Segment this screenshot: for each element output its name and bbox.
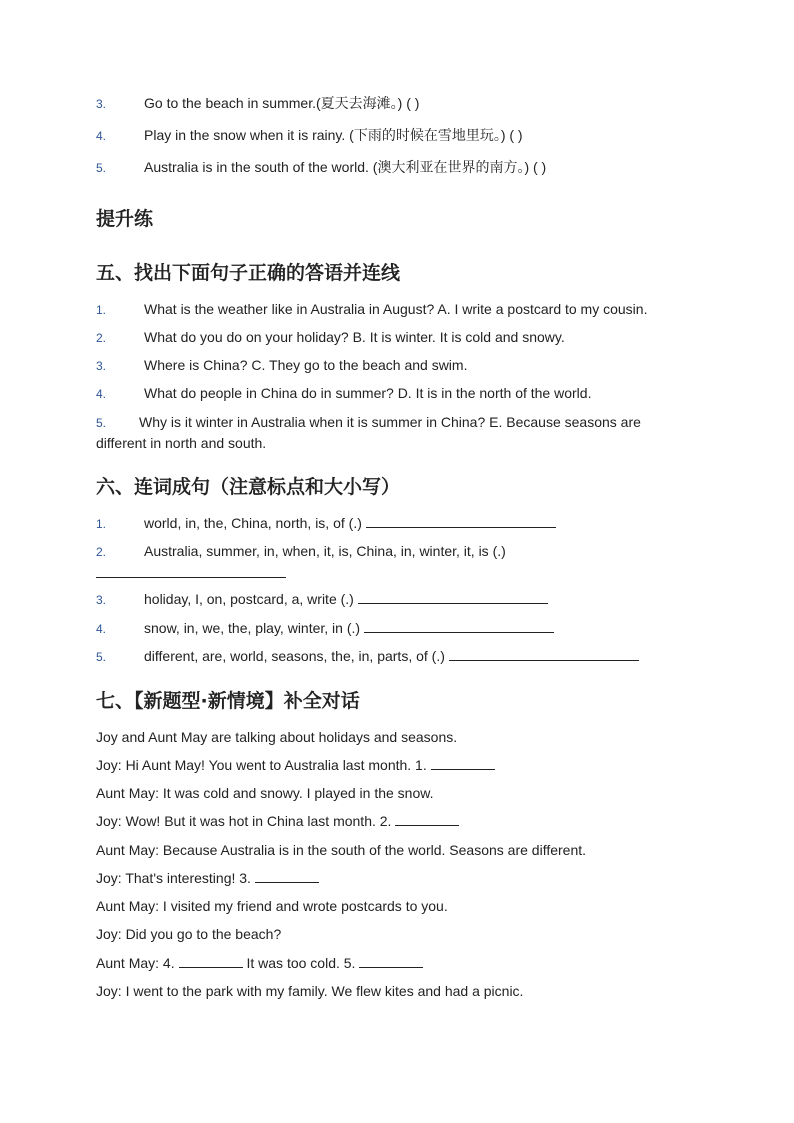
item-text: Go to the beach in summer.(夏天去海滩。) ( ) — [144, 95, 420, 111]
answer-blank[interactable] — [359, 953, 423, 968]
item-number: 2. — [96, 331, 107, 345]
item-text: holiday, I, on, postcard, a, write (.) — [144, 591, 354, 607]
dialogue-intro: Joy and Aunt May are talking about holidays and seasons. — [96, 729, 458, 745]
item-number: 4. — [96, 622, 107, 636]
list-item — [96, 541, 696, 562]
answer-blank[interactable] — [96, 563, 286, 578]
item-text: What is the weather like in Australia in August? A. I write a postcard to my cousin. — [144, 301, 648, 317]
item-number: 3. — [96, 359, 107, 373]
list-item — [96, 93, 696, 114]
dialogue-line: Joy: Did you go to the beach? — [96, 926, 282, 942]
dialogue-line — [96, 868, 319, 888]
dialogue-line — [96, 953, 423, 973]
item-number: 1. — [96, 517, 107, 531]
answer-blank[interactable] — [364, 618, 554, 633]
dialogue-line — [96, 755, 495, 775]
section-heading-6: 六、连词成句（注意标点和大小写） — [96, 476, 401, 498]
list-item — [96, 618, 696, 639]
answer-blank[interactable] — [179, 953, 243, 968]
item-number: 2. — [96, 545, 107, 559]
item-number: 5. — [96, 161, 107, 175]
item-number: 1. — [96, 303, 107, 317]
list-item — [96, 646, 696, 667]
item-text: What do people in China do in summer? D. It is in the north of the world. — [144, 385, 592, 401]
dialogue-line: Aunt May: I visited my friend and wrote postcards to you. — [96, 898, 448, 914]
list-item — [96, 412, 686, 453]
section-heading-7: 七、【新题型·新情境】补全对话 — [96, 690, 360, 712]
answer-blank[interactable] — [366, 513, 556, 528]
item-number: 5. — [96, 416, 107, 430]
item-number: 3. — [96, 97, 107, 111]
item-text: world, in, the, China, north, is, of (.) — [144, 515, 362, 531]
dialogue-text: Joy: Hi Aunt May! You went to Australia last month. 1. — [96, 757, 427, 773]
answer-line-row — [96, 563, 696, 583]
item-text: Australia is in the south of the world. (澳大利亚在世界的南方。) ( ) — [144, 159, 547, 175]
list-item — [96, 513, 696, 534]
item-text: Why is it winter in Australia when it is summer in China? E. Because seasons are different in north and south. — [96, 414, 641, 451]
dialogue-line: Aunt May: It was cold and snowy. I played in the snow. — [96, 785, 434, 801]
item-text: Play in the snow when it is rainy. (下雨的时候在雪地里玩。) ( ) — [144, 127, 523, 143]
item-number: 5. — [96, 650, 107, 664]
dialogue-text: It was too cold. 5. — [246, 955, 356, 971]
item-number: 3. — [96, 593, 107, 607]
item-text: Australia, summer, in, when, it, is, China, in, winter, it, is (.) — [144, 543, 506, 559]
dialogue-text: Aunt May: 4. — [96, 955, 175, 971]
item-text: different, are, world, seasons, the, in, parts, of (.) — [144, 648, 445, 664]
dialogue-line: Aunt May: Because Australia is in the south of the world. Seasons are different. — [96, 842, 587, 858]
dialogue-text: Joy: Wow! But it was hot in China last month. 2. — [96, 813, 392, 829]
item-text: snow, in, we, the, play, winter, in (.) — [144, 620, 361, 636]
answer-blank[interactable] — [449, 646, 639, 661]
section-heading-5: 五、找出下面句子正确的答语并连线 — [96, 262, 401, 284]
list-item — [96, 327, 696, 348]
list-item — [96, 125, 696, 146]
answer-blank[interactable] — [395, 811, 459, 826]
dialogue-line — [96, 811, 459, 831]
list-item — [96, 589, 696, 610]
dialogue-text: Joy: That's interesting! 3. — [96, 870, 251, 886]
answer-blank[interactable] — [431, 755, 495, 770]
dialogue-line: Joy: I went to the park with my family. We flew kites and had a picnic. — [96, 983, 524, 999]
answer-blank[interactable] — [358, 589, 548, 604]
list-item — [96, 383, 696, 404]
item-text: What do you do on your holiday? B. It is winter. It is cold and snowy. — [144, 329, 565, 345]
answer-blank[interactable] — [255, 868, 319, 883]
item-number: 4. — [96, 387, 107, 401]
list-item — [96, 355, 696, 376]
item-number: 4. — [96, 129, 107, 143]
section-heading-lift: 提升练 — [96, 208, 154, 230]
item-text: Where is China? C. They go to the beach and swim. — [144, 357, 468, 373]
list-item — [96, 299, 696, 320]
list-item — [96, 157, 696, 178]
